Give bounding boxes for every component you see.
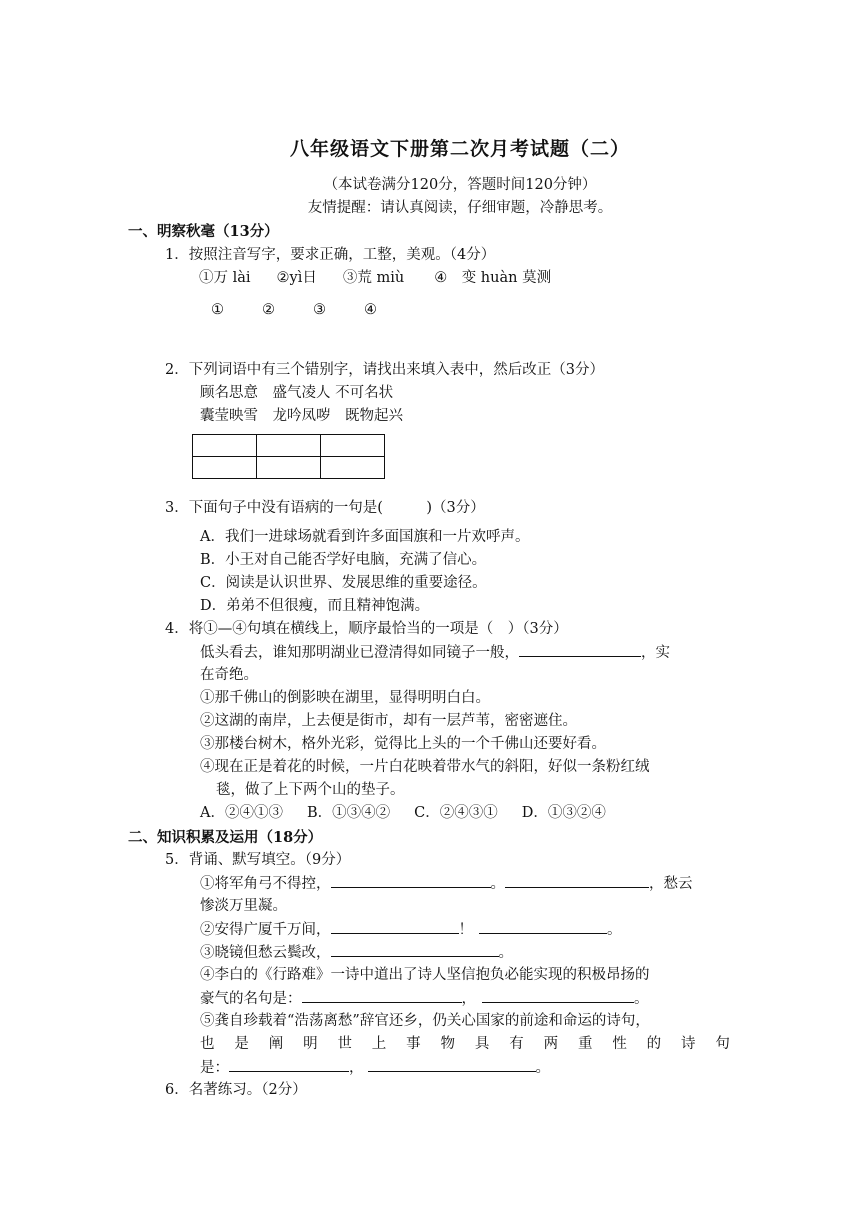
pinyin-item: ①万 lài	[199, 270, 251, 286]
answer-blank[interactable]	[519, 641, 641, 657]
question-1-answer-marks	[211, 299, 377, 322]
section-heading: 一、明察秋毫（13分）	[128, 223, 279, 240]
question-3-option: D．弟弟不但很瘦，而且精神饱满。	[200, 598, 430, 614]
question-2-stem: 2．下列词语中有三个错别字，请找出来填入表中，然后改正（3分）	[165, 362, 604, 378]
answer-blank[interactable]	[482, 987, 634, 1003]
poem-text: ，	[349, 1060, 364, 1076]
spread-char: 具	[474, 1036, 490, 1052]
page-title: 八年级语文下册第二次月考试题（二）	[289, 138, 630, 160]
poem-line-5: ⑤龚自珍载着“浩荡离愁”辞官还乡，仍关心国家的前途和命运的诗句，	[200, 1013, 650, 1029]
choice: D．①③②④	[521, 805, 606, 821]
question-3-option: C．阅读是认识世界、发展思维的重要途径。	[200, 575, 487, 591]
question-6-stem: 6．名著练习。（2分）	[165, 1082, 307, 1098]
poem-line-5-cont	[200, 1056, 550, 1080]
question-4-passage-cont: 在奇绝。	[200, 667, 258, 683]
question-4-sentence: ①那千佛山的倒影映在湖里，显得明明白白。	[200, 690, 490, 706]
table-cell[interactable]	[193, 435, 257, 457]
poem-text: 。	[498, 945, 513, 961]
table-cell[interactable]	[193, 457, 257, 479]
poem-text: ③晓镜但愁云鬓改，	[200, 945, 331, 961]
poem-line-1	[200, 872, 693, 896]
poem-text: ②安得广厦千万间，	[200, 922, 331, 938]
answer-blank[interactable]	[479, 918, 607, 934]
question-5-stem: 5．背诵、默写填空。（9分）	[165, 852, 351, 868]
spread-char: 重	[577, 1036, 593, 1052]
poem-text: 。	[535, 1060, 550, 1076]
question-2-words-row2: 囊莹映雪 龙吟凤哕 既物起兴	[200, 408, 403, 424]
question-4-sentence: ③那楼台树木，格外光彩，觉得比上头的一个千佛山还要好看。	[200, 736, 606, 752]
poem-line-5-spread	[200, 1033, 730, 1056]
pinyin-item: ③荒 miù	[342, 270, 405, 286]
poem-text: 豪气的名句是：	[200, 991, 302, 1007]
exam-subtitle: （本试卷满分120分，答题时间120分钟）	[323, 177, 597, 193]
spread-char: 物	[440, 1036, 456, 1052]
passage-text: 低头看去，谁知那明湖业已澄清得如同镜子一般，	[200, 645, 519, 661]
question-1-stem: 1．按照注音写字，要求正确，工整，美观。（4分）	[165, 247, 496, 263]
answer-mark: ③	[313, 302, 326, 318]
poem-line-1-cont: 惨淡万里凝。	[200, 898, 287, 914]
choice: C．②④③①	[414, 805, 498, 821]
question-4-passage	[200, 641, 670, 665]
poem-text: 。	[490, 876, 505, 892]
poem-line-2	[200, 918, 622, 942]
poem-line-4: ④李白的《行路难》一诗中道出了诗人坚信抱负必能实现的积极昂扬的	[200, 967, 650, 983]
spread-char: 两	[543, 1036, 559, 1052]
spread-char: 的	[646, 1036, 662, 1052]
question-3-stem: 3．下面句子中没有语病的一句是( )（3分）	[165, 500, 485, 516]
spread-char: 诗	[681, 1036, 696, 1052]
spread-char: 句	[715, 1036, 730, 1052]
table-cell[interactable]	[321, 435, 385, 457]
question-4-choices	[200, 802, 606, 825]
question-3-option: B．小王对自己能否学好电脑，充满了信心。	[200, 552, 487, 568]
poem-line-4-cont	[200, 987, 649, 1011]
correction-table	[192, 434, 385, 479]
poem-text: 。	[607, 922, 622, 938]
spread-char: 性	[612, 1036, 627, 1052]
spread-char: 事	[406, 1036, 421, 1052]
answer-blank[interactable]	[331, 918, 459, 934]
choice: B．①③④②	[306, 805, 391, 821]
poem-text: ！	[458, 922, 473, 938]
reminder-text: 友情提醒：请认真阅读，仔细审题，冷静思考。	[307, 200, 613, 216]
answer-blank[interactable]	[229, 1056, 349, 1072]
question-3-option: A．我们一进球场就看到许多面国旗和一片欢呼声。	[200, 529, 530, 545]
section-heading: 二、知识积累及运用（18分）	[128, 829, 323, 846]
answer-mark: ④	[364, 302, 377, 318]
question-1-items	[199, 267, 551, 290]
poem-text: ，愁云	[649, 876, 693, 892]
answer-blank[interactable]	[505, 872, 649, 888]
pinyin-item: ④ 变 huàn 莫测	[434, 270, 552, 286]
poem-text: 是：	[200, 1060, 229, 1076]
spread-char: 阐	[268, 1036, 284, 1052]
answer-blank[interactable]	[302, 987, 462, 1003]
answer-blank[interactable]	[331, 872, 491, 888]
answer-mark: ②	[262, 302, 275, 318]
table-cell[interactable]	[257, 435, 321, 457]
answer-mark: ①	[211, 302, 224, 318]
poem-text: ①将军角弓不得控，	[200, 876, 331, 892]
spread-char: 有	[509, 1036, 524, 1052]
spread-char: 明	[303, 1036, 318, 1052]
pinyin-item: ②yì日	[276, 270, 317, 286]
table-cell[interactable]	[257, 457, 321, 479]
question-4-sentence-cont: 毯，做了上下两个山的垫子。	[216, 782, 405, 798]
answer-blank[interactable]	[331, 941, 499, 957]
question-4-sentence: ②这湖的南岸，上去便是街市，却有一层芦苇，密密遮住。	[200, 713, 577, 729]
spread-char: 上	[371, 1036, 387, 1052]
choice: A．②④①③	[200, 805, 283, 821]
poem-text: 。	[634, 991, 649, 1007]
poem-text: ，	[461, 991, 476, 1007]
spread-char: 世	[337, 1036, 352, 1052]
spread-char: 也	[200, 1036, 215, 1052]
poem-line-3	[200, 941, 513, 965]
answer-blank[interactable]	[368, 1056, 536, 1072]
passage-text: ，实	[641, 645, 670, 661]
question-4-stem: 4．将①—④句填在横线上，顺序最恰当的一项是（ ）（3分）	[165, 621, 568, 637]
question-2-words-row1: 顾名思意 盛气凌人 不可名状	[200, 385, 394, 401]
spread-char: 是	[234, 1036, 249, 1052]
question-4-sentence: ④现在正是着花的时候，一片白花映着带水气的斜阳，好似一条粉红绒	[200, 759, 650, 775]
table-cell[interactable]	[321, 457, 385, 479]
